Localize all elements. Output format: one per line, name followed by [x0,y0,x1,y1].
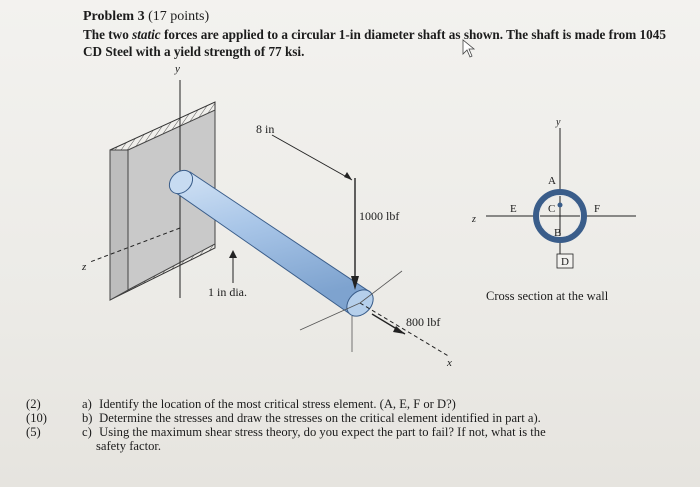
question-a-letter: a) [82,397,92,411]
point-b-label: B [554,227,562,239]
point-d-label: D [561,256,569,268]
cross-section-z-label: z [472,214,476,225]
question-b [26,411,676,425]
problem-points: (17 points) [148,9,210,24]
question-c-points: (5) [26,425,41,439]
wall-edge [110,150,128,300]
question-a-points: (2) [26,397,41,411]
force-axial-label: 800 lbf [406,315,441,329]
question-b-points: (10) [26,411,47,425]
point-a-label: A [548,175,556,187]
diameter-arrowhead [229,250,237,258]
point-e-label: E [510,203,517,215]
question-c-letter: c) [82,425,92,439]
question-b-text [82,411,676,425]
point-a-dot [558,190,563,195]
point-c-dot [558,203,563,208]
y-axis-label: y [175,63,180,75]
question-c [26,425,676,453]
questions-list [26,397,676,453]
end-projection-line-2 [300,303,360,330]
x-axis-label: x [447,357,452,369]
statement-emphasis: static [132,27,161,42]
statement-post: forces are applied to a circular 1-in diameter shaft as shown. The shaft is made from 1045 CD Steel with a yield strength of 77 ksi. [83,27,666,59]
cross-section [471,117,636,303]
length-arrow [344,172,352,180]
point-f-dot [582,214,587,219]
point-e-dot [534,214,539,219]
end-projection-line-1 [360,271,402,303]
cross-section-caption: Cross section at the wall [486,289,609,303]
problem-number: Problem 3 [83,9,145,24]
length-dimension-line [272,135,352,180]
question-a-body: Identify the location of the most critical stress element. (A, E, F or D?) [99,397,456,411]
diameter-label: 1 in dia. [208,285,247,299]
point-f-label: F [594,203,601,215]
x-axis-line [360,303,450,357]
cross-section-y-label: y [556,117,561,128]
force-down-label: 1000 lbf [359,209,400,223]
z-axis-label: z [82,261,87,273]
question-c-body: Using the maximum shear stress theory, do you expect the part to fail? If not, what is the [99,425,546,439]
question-b-body: Determine the stresses and draw the stresses on the critical element identified in part a). [99,411,541,425]
mouse-cursor-icon [463,40,474,57]
statement-pre: The two [83,27,133,42]
question-b-letter: b) [82,411,93,425]
question-c-continuation: safety factor. [96,439,162,453]
question-c-text [82,425,676,453]
point-c-label: C [548,203,556,215]
question-a [26,397,676,411]
length-label: 8 in [256,122,275,136]
question-a-text [82,397,676,411]
